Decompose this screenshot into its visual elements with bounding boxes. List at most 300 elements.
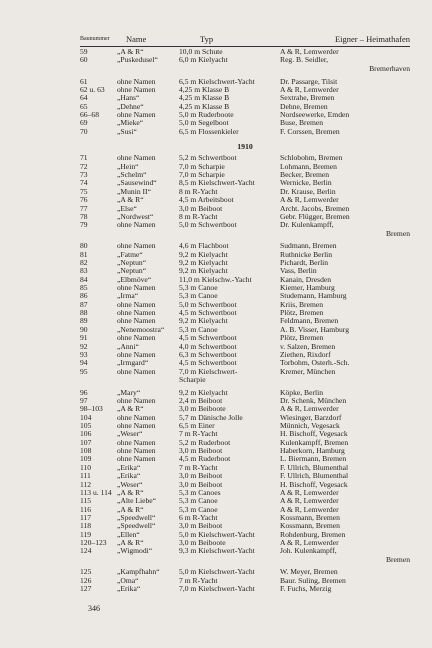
table-row (80, 251, 410, 259)
owner-harbor: F. Ullrich, Blumenthal (280, 463, 349, 472)
build-number: 86 (80, 292, 88, 301)
boat-type: 9,2 m Kielyacht (179, 250, 228, 259)
boat-type: 8 m R-Yacht (179, 187, 218, 196)
build-number: 112 (80, 480, 92, 489)
boat-name: „A & R“ (117, 196, 144, 205)
build-number: 64 (80, 94, 88, 103)
boat-type: 5,3 m Canoe (179, 325, 218, 334)
boat-name: ohne Namen (117, 284, 156, 293)
boat-name: „Mary“ (117, 388, 141, 397)
build-number: 70 (80, 127, 88, 136)
boat-type: 9,3 m Kielschwert-Yacht (179, 547, 255, 556)
boat-type: 3,0 m Beiboote (179, 538, 226, 547)
build-number: 76 (80, 196, 88, 205)
owner-harbor: Kulenkampff, Bremen (280, 438, 349, 447)
boat-type: 4,5 m Arbeitsboot (179, 196, 234, 205)
build-number: 71 (80, 154, 88, 163)
page-number: 346 (88, 604, 100, 613)
continuation-text: Bremerhaven (369, 63, 410, 73)
boat-type: 6,3 m Schwertboot (179, 350, 237, 359)
boat-type: 6,0 m Kielyacht (179, 56, 228, 65)
owner-harbor: Ruthnicke Berlin (280, 250, 333, 259)
boat-type: 3,0 m Beiboot (179, 522, 223, 531)
boat-type: 4,5 m Ruderboot (179, 455, 231, 464)
table-row (80, 585, 410, 593)
boat-type: 2,4 m Beiboot (179, 397, 223, 406)
boat-name: „Munin II“ (117, 187, 151, 196)
table-row (80, 359, 410, 367)
build-number: 119 (80, 530, 92, 539)
owner-harbor: Kiemer, Hamburg (280, 284, 335, 293)
boat-name: ohne Namen (117, 350, 156, 359)
table-row (80, 86, 410, 94)
table-row (80, 397, 410, 405)
owner-harbor: Dr. Schenk, München (280, 397, 347, 406)
owner-harbor: Schlobohm, Bremen (280, 154, 343, 163)
table-row (80, 547, 410, 555)
boat-type: 3,0 m Beiboot (179, 204, 223, 213)
build-number: 88 (80, 309, 88, 318)
table-row (80, 179, 410, 187)
boat-type: 3,0 m Beiboote (179, 405, 226, 414)
table-row (80, 242, 410, 250)
build-number: 120–123 (80, 538, 107, 547)
boat-name: „Wigmodi“ (117, 547, 153, 556)
table-row (80, 301, 410, 309)
build-number: 117 (80, 513, 92, 522)
boat-type: 5,2 m Schwertboot (179, 154, 237, 163)
boat-name: „Dehne“ (117, 102, 144, 111)
boat-name: ohne Namen (117, 455, 156, 464)
table-row (80, 259, 410, 267)
owner-harbor: Buse, Bremen (280, 119, 324, 128)
boat-name: „Neptun“ (117, 259, 147, 268)
owner-harbor: Kossmann, Bremen (280, 522, 340, 531)
boat-name: ohne Namen (117, 110, 156, 119)
owner-harbor: A & R, Lemwerder (280, 405, 339, 414)
boat-type: 7,0 m Kielschwert- (179, 367, 238, 376)
table-row (80, 489, 410, 497)
build-number: 85 (80, 284, 88, 293)
boat-type: 9,2 m Kielyacht (179, 267, 228, 276)
table-row (80, 163, 410, 171)
build-number: 75 (80, 187, 88, 196)
owner-harbor: H. Bischoff, Vegesack (280, 430, 348, 439)
boat-name: „Weser“ (117, 480, 143, 489)
build-number: 89 (80, 317, 88, 326)
table-row (80, 343, 410, 351)
boat-name: ohne Namen (117, 367, 156, 376)
boat-type: 5,0 m Schwertboot (179, 300, 237, 309)
owner-harbor: Baur. Suling, Bremen (280, 576, 346, 585)
boat-name: „Mieke“ (117, 119, 144, 128)
boat-name: ohne Namen (117, 317, 156, 326)
build-number: 116 (80, 505, 92, 514)
table-row (80, 455, 410, 463)
owner-harbor: Kremer, München (280, 367, 336, 376)
build-number: 104 (80, 413, 92, 422)
build-number: 98–103 (80, 405, 103, 414)
owner-harbor: Gebr. Flügger, Bremen (280, 212, 350, 221)
boat-type: 4,25 m Klasse B (179, 94, 230, 103)
table-row (80, 221, 410, 229)
build-number: 95 (80, 367, 88, 376)
owner-harbor: Rohdenburg, Bremen (280, 530, 346, 539)
continuation-line (80, 376, 410, 384)
table-row (80, 119, 410, 127)
boat-type: 7,0 m Kielschwert-Yacht (179, 585, 255, 594)
owner-harbor: A & R, Lemwerder (280, 48, 339, 56)
owner-harbor: Torbohm, Osterh.-Sch. (280, 359, 350, 368)
table-row (80, 213, 410, 221)
build-number: 126 (80, 576, 92, 585)
owner-harbor: Feldmann, Bremen (280, 317, 339, 326)
table-row (80, 514, 410, 522)
boat-type: 7 m R-Yacht (179, 576, 218, 585)
boat-name: ohne Namen (117, 413, 156, 422)
build-number: 61 (80, 77, 88, 86)
owner-harbor: Wiesinger, Barzdorf (280, 413, 342, 422)
header-eigner: Eigner – Heimathafen (334, 34, 410, 44)
build-number: 115 (80, 497, 92, 506)
boat-name: „A & R“ (117, 538, 144, 547)
boat-type: 4,6 m Flachboot (179, 242, 229, 251)
boat-name: ohne Namen (117, 309, 156, 318)
owner-harbor: Archt. Jacobs, Bremen (280, 204, 350, 213)
boat-name: ohne Namen (117, 300, 156, 309)
owner-harbor: Wernicke, Berlin (280, 179, 332, 188)
owner-harbor: Sudmann, Bremen (280, 242, 337, 251)
continuation-text: Bremen (385, 228, 410, 238)
owner-harbor: Haberkorn, Hamburg (280, 447, 345, 456)
table-row (80, 267, 410, 275)
owner-harbor: Ziethen, Rixdorf (280, 350, 331, 359)
build-number: 65 (80, 102, 88, 111)
boat-type: 5,0 m Segelboot (179, 119, 229, 128)
owner-harbor: Dr. Passarge, Tilsit (280, 77, 338, 86)
boat-name: „Oma“ (117, 576, 139, 585)
build-number: 93 (80, 350, 88, 359)
boat-name: „Kampfhahn“ (117, 568, 160, 577)
boat-type: 6,5 m Kielschwert-Yacht (179, 77, 255, 86)
owner-harbor: Münnich, Vegesack (280, 422, 340, 431)
header-typ: Typ (200, 34, 214, 44)
boat-type: 6,5 m Einer (179, 422, 215, 431)
boat-type: 7,0 m Scharpie (179, 162, 225, 171)
boat-type: 5,0 m Ruderboote (179, 110, 234, 119)
build-number: 110 (80, 463, 92, 472)
boat-type: 3,0 m Beiboot (179, 447, 223, 456)
boat-type: 9,2 m Kielyacht (179, 388, 228, 397)
boat-type: 9,2 m Kielyacht (179, 259, 228, 268)
boat-name: ohne Namen (117, 334, 156, 343)
boat-name: „Weser“ (117, 430, 143, 439)
boat-type: 5,0 m Schwertboot (179, 221, 237, 230)
owner-harbor: A & R, Lemwerder (280, 85, 339, 94)
build-number: 74 (80, 179, 88, 188)
owner-harbor: Joh. Kulenkampff, (280, 547, 337, 556)
boat-type: 3,0 m Beiboot (179, 472, 223, 481)
build-number: 111 (80, 472, 91, 481)
table-row (80, 389, 410, 397)
owner-harbor: F. Ullrich, Blumenthal (280, 472, 349, 481)
boat-name: „A & R“ (117, 405, 144, 414)
build-number: 106 (80, 430, 92, 439)
boat-type: 9,2 m Kielyacht (179, 317, 228, 326)
table-row (80, 539, 410, 547)
boat-name: „Else“ (117, 204, 137, 213)
owner-harbor: A & R, Lemwerder (280, 505, 339, 514)
build-number: 72 (80, 162, 88, 171)
continuation-text: Bremen (385, 554, 410, 564)
header-baunummer: Baunummer (80, 36, 110, 42)
table-row (80, 103, 410, 111)
table-row (80, 472, 410, 480)
table-row (80, 522, 410, 530)
table-row (80, 577, 410, 585)
owner-harbor: Pichardt, Berlin (280, 259, 329, 268)
table-row (80, 276, 410, 284)
boat-name: ohne Namen (117, 85, 156, 94)
boat-name: ohne Namen (117, 154, 156, 163)
table-row (80, 531, 410, 539)
boat-name: „Hein“ (117, 162, 139, 171)
boat-type: 4,5 m Schwertboot (179, 334, 237, 343)
boat-name: ohne Namen (117, 242, 156, 251)
boat-name: „Irmgard“ (117, 359, 149, 368)
boat-name: „A & R“ (117, 505, 144, 514)
build-number: 124 (80, 547, 92, 556)
owner-harbor: F. Fuchs, Merzig (280, 585, 332, 594)
boat-name: „A & R“ (117, 48, 144, 56)
boat-name: „Ellen“ (117, 530, 140, 539)
table-row (80, 568, 410, 576)
boat-type: 4,25 m Klasse B (179, 85, 230, 94)
boat-name: „Sausewind“ (117, 179, 157, 188)
boat-name: „Puskedusel“ (117, 56, 158, 65)
table-header (80, 32, 410, 47)
boat-type: 7 m R-Yacht (179, 430, 218, 439)
boat-type: 6 m R-Yacht (179, 513, 218, 522)
owner-harbor: A & R, Lemwerder (280, 488, 339, 497)
boat-name: ohne Namen (117, 447, 156, 456)
boat-type: 4,0 m Schwertboot (179, 342, 237, 351)
boat-type: 10,0 m Schute (179, 48, 223, 56)
table-row (80, 447, 410, 455)
build-number: 94 (80, 359, 88, 368)
boat-type: 5,0 m Kielschwert-Yacht (179, 568, 255, 577)
owner-harbor: A & R, Lemwerder (280, 497, 339, 506)
table-row (80, 171, 410, 179)
boat-name: ohne Namen (117, 77, 156, 86)
boat-name: „Elbmöve“ (117, 275, 152, 284)
build-number: 107 (80, 438, 92, 447)
table-row (80, 464, 410, 472)
build-number: 84 (80, 275, 88, 284)
table-row (80, 309, 410, 317)
table-row (80, 351, 410, 359)
owner-harbor: Reg. B. Seidler, (280, 56, 328, 65)
boat-type: 5,3 m Canoes (179, 488, 221, 497)
owner-harbor: Sextrahe, Bremen (280, 94, 335, 103)
boat-name: „Erika“ (117, 472, 141, 481)
boat-name: „A & R“ (117, 488, 144, 497)
owner-harbor: v. Salzen, Bremen (280, 342, 336, 351)
table-row (80, 205, 410, 213)
boat-name: ohne Namen (117, 422, 156, 431)
build-number: 127 (80, 585, 92, 594)
boat-type: 7 m R-Yacht (179, 463, 218, 472)
table-row (80, 326, 410, 334)
build-number: 105 (80, 422, 92, 431)
build-number: 108 (80, 447, 92, 456)
boat-name: „Nenemoostra“ (117, 325, 165, 334)
boat-name: „Neptun“ (117, 267, 147, 276)
build-number: 113 u. 114 (80, 488, 112, 497)
boat-name: „Speedwell“ (117, 513, 156, 522)
build-number: 92 (80, 342, 88, 351)
boat-type: 4,5 m Schwertboot (179, 359, 237, 368)
boat-name: „Susi“ (117, 127, 137, 136)
boat-name: „Erika“ (117, 585, 141, 594)
build-number: 66–68 (80, 110, 99, 119)
table-row (80, 56, 410, 64)
header-name: Name (126, 34, 147, 44)
boat-type: 5,0 m Kielschwert-Yacht (179, 530, 255, 539)
boat-type: 3,0 m Beiboot (179, 480, 223, 489)
boat-type: 5,3 m Canoe (179, 284, 218, 293)
boat-name: „Hans“ (117, 94, 140, 103)
boat-type: 6,5 m Flossenkieler (179, 127, 239, 136)
table-row (80, 111, 410, 119)
owner-harbor: F. Corssen, Bremen (280, 127, 340, 136)
owner-harbor: Kanain, Dresden (280, 275, 332, 284)
owner-harbor: A & R, Lemwerder (280, 196, 339, 205)
owner-harbor: Lohmann, Bremen (280, 162, 337, 171)
boat-list (80, 48, 410, 593)
table-row (80, 154, 410, 162)
owner-harbor: Plötz, Bremen (280, 334, 324, 343)
continuation-line (80, 556, 410, 564)
owner-harbor: L. Biermann, Bremen (280, 455, 347, 464)
table-row (80, 439, 410, 447)
boat-name: „Fatme“ (117, 250, 143, 259)
table-row (80, 481, 410, 489)
boat-name: „Erika“ (117, 463, 141, 472)
boat-name: „Schelm“ (117, 171, 147, 180)
continuation-line (80, 65, 410, 73)
owner-harbor: Kriis, Bremen (280, 300, 324, 309)
table-row (80, 78, 410, 86)
table-row (80, 48, 410, 56)
boat-name: „Alte Liebe“ (117, 497, 156, 506)
build-number: 87 (80, 300, 88, 309)
table-row (80, 368, 410, 376)
table-row (80, 128, 410, 136)
boat-name: ohne Namen (117, 438, 156, 447)
build-number: 90 (80, 325, 88, 334)
boat-name: „Irma“ (117, 292, 139, 301)
boat-name: „Anni“ (117, 342, 139, 351)
build-number: 125 (80, 568, 92, 577)
build-number: 69 (80, 119, 88, 128)
boat-type: 8,5 m Kielschwert-Yacht (179, 179, 255, 188)
continuation-text: Scharpie (179, 374, 206, 384)
build-number: 96 (80, 388, 88, 397)
build-number: 60 (80, 56, 88, 65)
boat-name: „Nordwest“ (117, 212, 154, 221)
boat-type: 5,3 m Canoe (179, 292, 218, 301)
table-row (80, 188, 410, 196)
owner-harbor: Studemann, Hamburg (280, 292, 347, 301)
table-row (80, 284, 410, 292)
build-number: 82 (80, 259, 88, 268)
owner-harbor: Becker, Bremen (280, 171, 330, 180)
boat-type: 5,7 m Dänische Jolle (179, 413, 243, 422)
table-row (80, 430, 410, 438)
table-row (80, 317, 410, 325)
boat-name: „Speedwell“ (117, 522, 156, 531)
build-number: 118 (80, 522, 92, 531)
owner-harbor: Dehne, Bremen (280, 102, 328, 111)
owner-harbor: Vass, Berlin (280, 267, 317, 276)
build-number: 78 (80, 212, 88, 221)
build-number: 62 u. 63 (80, 85, 105, 94)
year-heading: 1910 (237, 142, 253, 152)
boat-type: 4,25 m Klasse B (179, 102, 230, 111)
owner-harbor: W. Meyer, Bremen (280, 568, 338, 577)
owner-harbor: Plötz, Bremen (280, 309, 324, 318)
owner-harbor: A. B. Visser, Hamburg (280, 325, 349, 334)
table-row (80, 292, 410, 300)
owner-harbor: H. Bischoff, Vegesack (280, 480, 348, 489)
owner-harbor: A & R, Lemwerder (280, 538, 339, 547)
table-row (80, 405, 410, 413)
boat-type: 7,0 m Scharpie (179, 171, 225, 180)
owner-harbor: Nordseewerke, Emden (280, 110, 350, 119)
build-number: 73 (80, 171, 88, 180)
table-row (80, 422, 410, 430)
build-number: 109 (80, 455, 92, 464)
build-number: 77 (80, 204, 88, 213)
owner-harbor: Dr. Kulenkampff, (280, 221, 334, 230)
build-number: 80 (80, 242, 88, 251)
boat-type: 8 m R-Yacht (179, 212, 218, 221)
build-number: 79 (80, 221, 88, 230)
table-row (80, 497, 410, 505)
build-number: 83 (80, 267, 88, 276)
table-row (80, 196, 410, 204)
boat-type: 5,3 m Canoe (179, 505, 218, 514)
build-number: 97 (80, 397, 88, 406)
boat-type: 5,3 m Canoe (179, 497, 218, 506)
boat-type: 11,0 m Kielschw.-Yacht (179, 275, 252, 284)
build-number: 59 (80, 48, 88, 56)
table-row (80, 94, 410, 102)
boat-type: 5,2 m Ruderboot (179, 438, 231, 447)
boat-name: ohne Namen (117, 397, 156, 406)
owner-harbor: Köpke, Berlin (280, 388, 324, 397)
continuation-line (80, 230, 410, 238)
table-row (80, 506, 410, 514)
boat-name: ohne Namen (117, 221, 156, 230)
owner-harbor: Kossmann, Bremen (280, 513, 340, 522)
table-row (80, 414, 410, 422)
owner-harbor: Dr. Krause, Berlin (280, 187, 336, 196)
build-number: 81 (80, 250, 88, 259)
build-number: 91 (80, 334, 88, 343)
boat-type: 4,5 m Schwertboot (179, 309, 237, 318)
